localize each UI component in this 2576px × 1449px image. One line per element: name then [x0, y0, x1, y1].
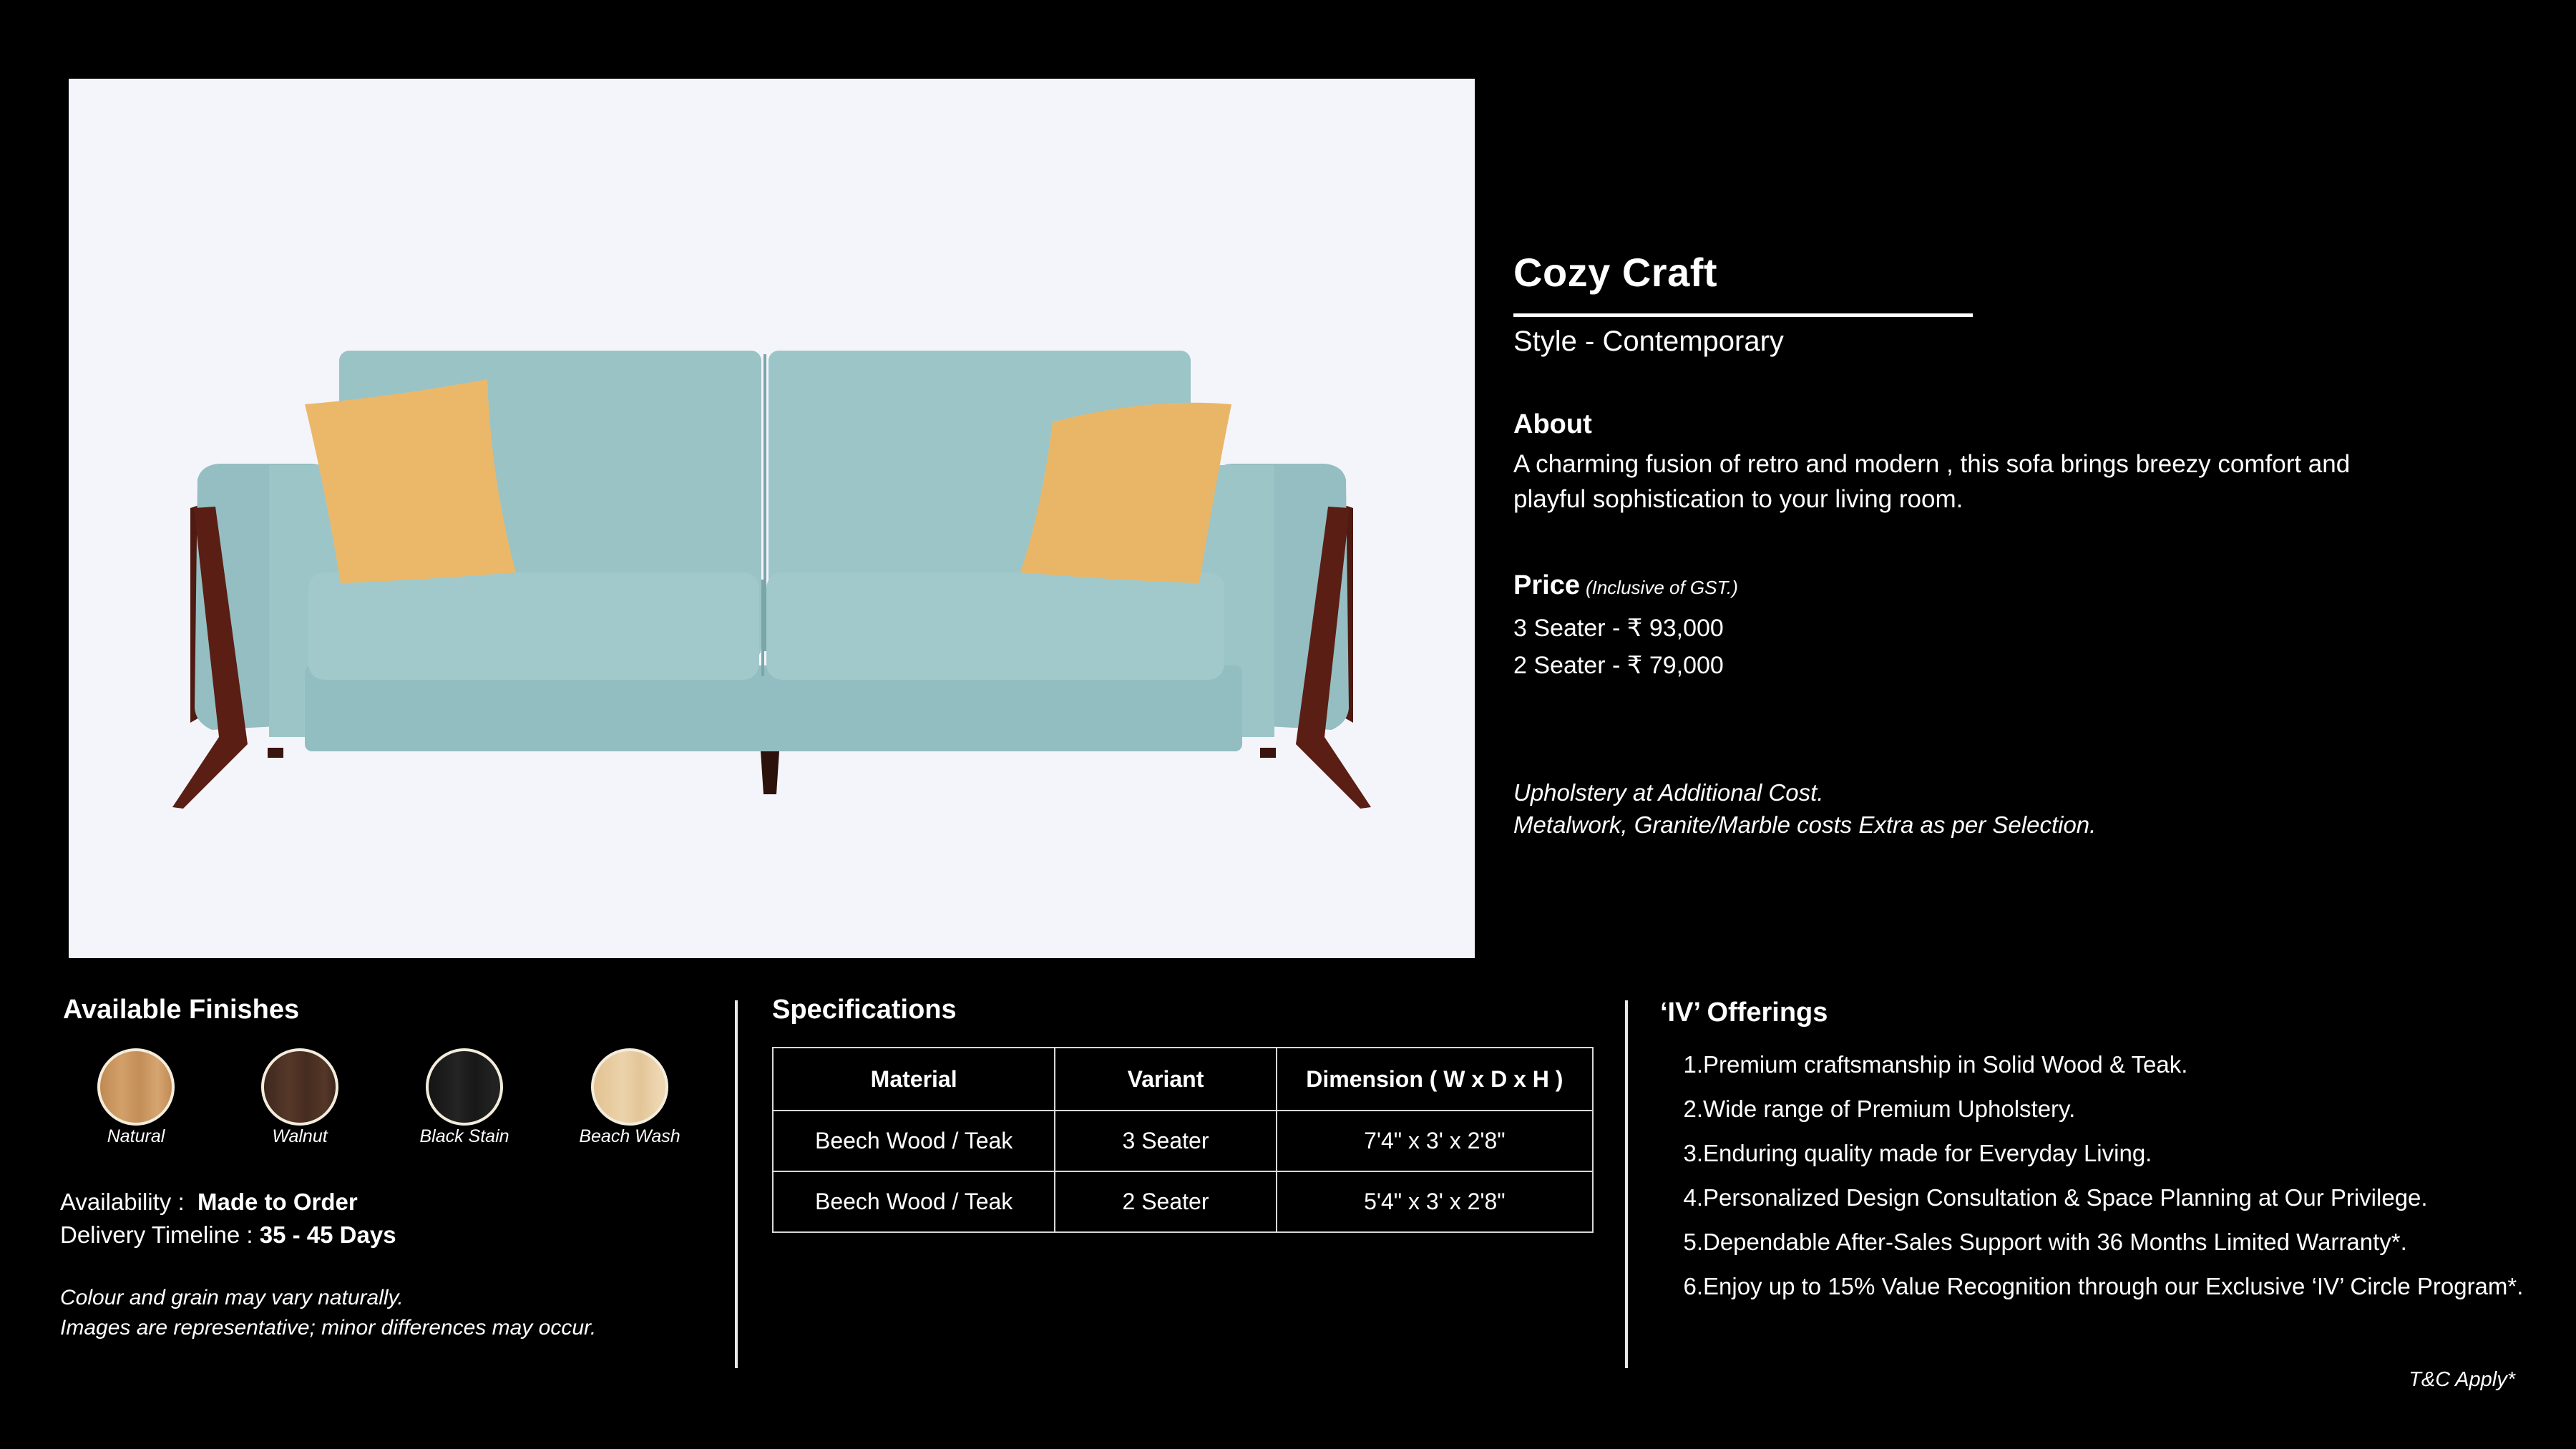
section-divider-right	[1625, 1000, 1628, 1368]
about-heading: About	[1513, 409, 1592, 439]
table-row	[773, 1111, 1593, 1171]
title-underline-divider	[1513, 313, 1973, 317]
metalwork-note: Metalwork, Granite/Marble costs Extra as per Selection.	[1513, 811, 2097, 838]
grain-disclaimer: Colour and grain may vary naturally.	[60, 1286, 404, 1309]
list-text: Dependable After-Sales Support with 36 Months Limited Warranty*.	[1703, 1229, 2407, 1255]
finish-swatch-black-stain[interactable]	[426, 1048, 503, 1126]
delivery-value: 35 - 45 Days	[259, 1221, 396, 1248]
list-item	[1667, 1264, 2547, 1309]
availability-label: Availability :	[60, 1189, 185, 1215]
list-text: Premium craftsmanship in Solid Wood & Teak.	[1703, 1051, 2188, 1078]
specifications-heading: Specifications	[772, 995, 957, 1025]
cell-material: Beech Wood / Teak	[773, 1171, 1055, 1232]
upholstery-note: Upholstery at Additional Cost.	[1513, 779, 1824, 806]
list-text: Personalized Design Consultation & Space Planning at Our Privilege.	[1703, 1184, 2428, 1211]
cell-dimension: 7'4" x 3' x 2'8"	[1277, 1111, 1593, 1171]
finish-swatch-walnut[interactable]	[261, 1048, 338, 1126]
sofa-illustration	[69, 79, 1475, 958]
cell-material: Beech Wood / Teak	[773, 1111, 1055, 1171]
product-image	[69, 79, 1475, 958]
list-item	[1667, 1131, 2547, 1176]
col-header-dimension: Dimension ( W x D x H )	[1277, 1048, 1593, 1111]
specifications-table	[772, 1047, 1594, 1233]
list-number: 6.	[1683, 1273, 1703, 1299]
list-text: Enduring quality made for Everyday Living.	[1703, 1140, 2152, 1166]
list-number: 3.	[1683, 1140, 1703, 1166]
product-style: Style - Contemporary	[1513, 326, 1784, 357]
cell-variant: 2 Seater	[1055, 1171, 1276, 1232]
price-tax-note: (Inclusive of GST.)	[1585, 577, 1738, 598]
availability-info	[60, 1186, 396, 1252]
finish-swatch-beach-wash[interactable]	[591, 1048, 668, 1126]
availability-row	[60, 1186, 396, 1219]
cell-variant: 3 Seater	[1055, 1111, 1276, 1171]
finish-label-walnut: Walnut	[272, 1126, 328, 1146]
about-description	[1513, 447, 2501, 517]
price-heading	[1513, 570, 1738, 601]
image-disclaimer: Images are representative; minor differences may occur.	[60, 1316, 597, 1340]
price-heading-label: Price	[1513, 570, 1580, 600]
list-text: Wide range of Premium Upholstery.	[1703, 1096, 2076, 1122]
product-title: Cozy Craft	[1513, 250, 1718, 295]
list-text: Enjoy up to 15% Value Recognition through our Exclusive ‘IV’ Circle Program*.	[1703, 1273, 2524, 1299]
about-line-2: playful sophistication to your living room.	[1513, 485, 1963, 513]
list-number: 4.	[1683, 1184, 1703, 1211]
offerings-heading: ‘IV’ Offerings	[1660, 997, 1828, 1028]
table-row	[773, 1171, 1593, 1232]
price-row-3-seater: 3 Seater - ₹ 93,000	[1513, 615, 1724, 642]
list-item	[1667, 1220, 2547, 1264]
finish-swatch-natural[interactable]	[97, 1048, 175, 1126]
terms-apply-note: T&C Apply*	[2409, 1368, 2515, 1391]
table-header-row	[773, 1048, 1593, 1111]
price-row-2-seater: 2 Seater - ₹ 79,000	[1513, 652, 1724, 679]
availability-value: Made to Order	[197, 1189, 358, 1215]
col-header-variant: Variant	[1055, 1048, 1276, 1111]
cell-dimension: 5'4" x 3' x 2'8"	[1277, 1171, 1593, 1232]
list-number: 5.	[1683, 1229, 1703, 1255]
finish-label-black-stain: Black Stain	[419, 1126, 509, 1146]
about-line-1: A charming fusion of retro and modern , this sofa brings breezy comfort and	[1513, 450, 2351, 478]
finishes-heading: Available Finishes	[63, 995, 300, 1025]
finish-disclaimers	[60, 1283, 596, 1343]
list-number: 1.	[1683, 1051, 1703, 1078]
list-number: 2.	[1683, 1096, 1703, 1122]
section-divider-left	[735, 1000, 738, 1368]
offerings-list	[1667, 1043, 2547, 1309]
finish-label-beach-wash: Beach Wash	[579, 1126, 680, 1146]
delivery-label: Delivery Timeline :	[60, 1221, 253, 1248]
delivery-row	[60, 1219, 396, 1252]
list-item	[1667, 1043, 2547, 1087]
col-header-material: Material	[773, 1048, 1055, 1111]
pricing-notes	[1513, 776, 2096, 841]
finish-label-natural: Natural	[107, 1126, 165, 1146]
list-item	[1667, 1176, 2547, 1220]
list-item	[1667, 1087, 2547, 1131]
